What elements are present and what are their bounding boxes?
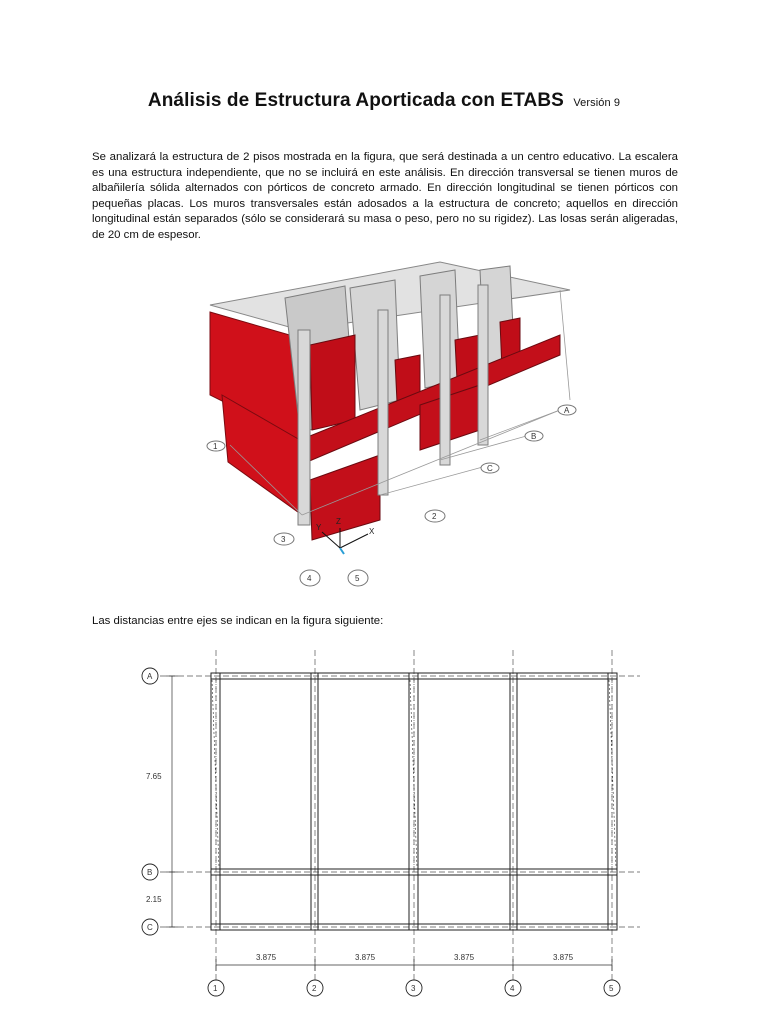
svg-text:X: X [369,527,375,536]
vertical-dimension [166,676,178,927]
row-bubble-B [142,864,158,880]
row-bubble-A [142,668,158,684]
plan-caption: Las distancias entre ejes se indican en la figura siguiente: [92,615,384,627]
svg-text:1: 1 [213,984,218,993]
col-bubble-3 [406,980,422,996]
svg-text:1: 1 [213,442,218,451]
col-bubble-4 [505,980,521,996]
version-text: Versión 9 [573,97,621,109]
svg-text:2: 2 [312,984,317,993]
svg-text:5: 5 [609,984,614,993]
svg-text:4: 4 [307,574,312,583]
svg-text:2: 2 [432,512,437,521]
dim-row-1: 7.65 [146,772,162,781]
col-bubble-5 [604,980,620,996]
dim-col-2: 3.875 [355,953,376,962]
plan-grid-lines [160,650,640,985]
svg-text:C: C [487,464,493,473]
dim-row-2: 2.15 [146,895,162,904]
svg-text:4: 4 [510,984,515,993]
svg-text:3: 3 [281,535,286,544]
svg-text:C: C [147,923,153,932]
plan-beams [211,673,617,930]
dim-col-1: 3.875 [256,953,277,962]
svg-text:B: B [531,432,537,441]
row-bubble-C [142,919,158,935]
dim-col-3: 3.875 [454,953,475,962]
col-bubble-2 [307,980,323,996]
svg-text:Y: Y [316,523,322,532]
col-bubble-1 [208,980,224,996]
title-text: Análisis de Estructura Aporticada con ETABS [147,90,564,111]
svg-text:B: B [147,868,153,877]
svg-text:3: 3 [411,984,416,993]
intro-paragraph: Se analizará la estructura de 2 pisos mostrada en la figura, que será destinada a un centro educativo. La escalera es una estructura independiente, que no se incluirá en este análisis. En dirección transversal se tienen muros de albañilería sólida alternados con pórticos de concreto armado. En dirección longitudinal se tienen pórticos con pequeñas placas. Los muros transversales están adosados a la estructura de concreto; aquellos en dirección longitudinal están separados (sólo se considerará su masa o peso, pero no su rigidez). Las losas serán aligeradas, de 20 cm de espesor. [92,151,678,241]
svg-text:5: 5 [355,574,360,583]
dim-col-4: 3.875 [553,953,574,962]
svg-text:A: A [564,406,570,415]
svg-text:Z: Z [336,517,341,526]
svg-text:A: A [147,672,153,681]
